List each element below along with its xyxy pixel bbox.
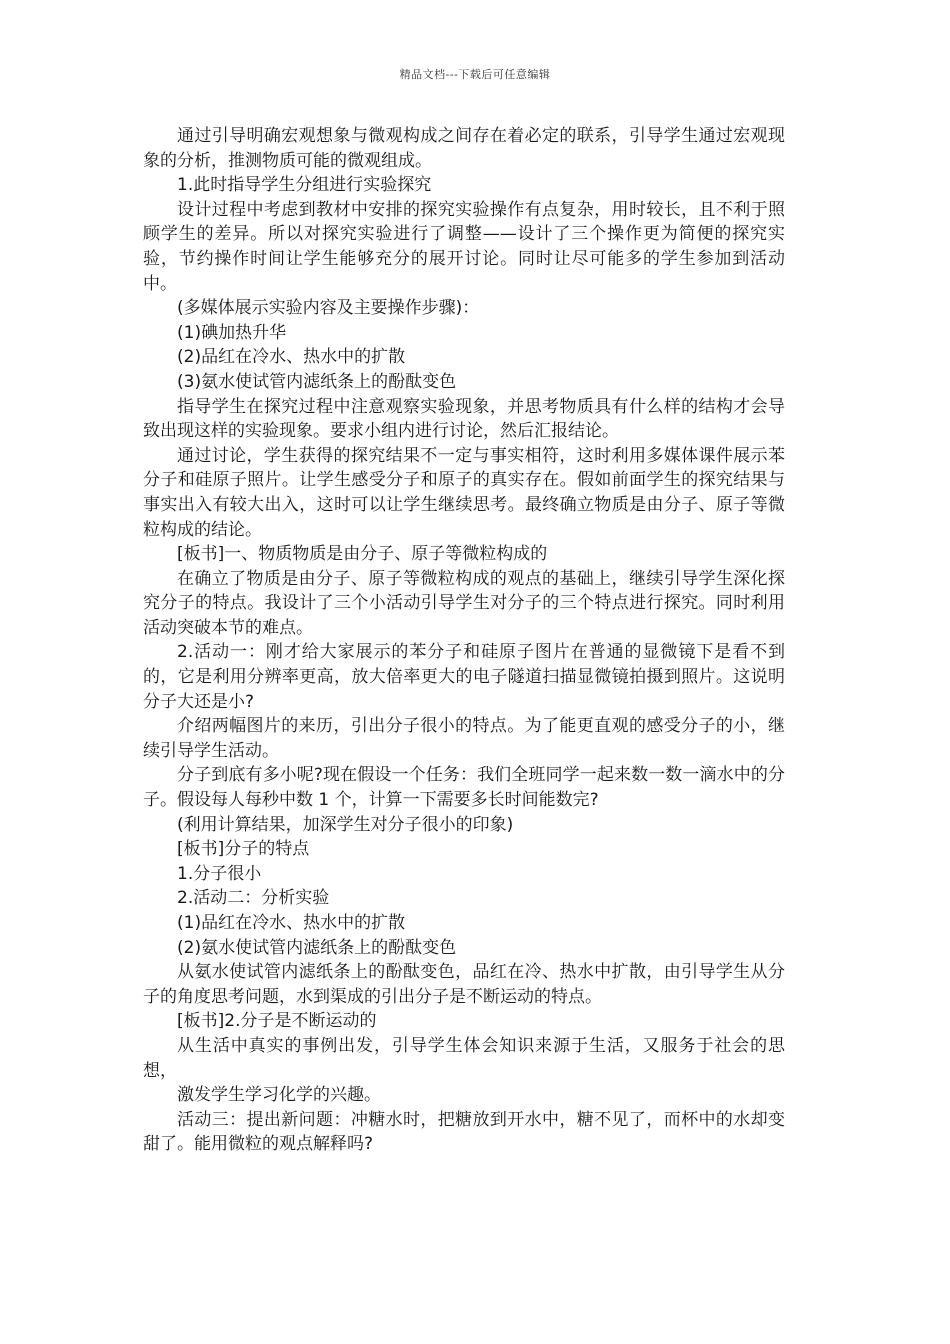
- paragraph: 活动三：提出新问题：冲糖水时，把糖放到开水中，糖不见了，而杯中的水却变甜了。能用微粒的观点解释吗?: [143, 1109, 785, 1155]
- blackboard-note: [板书]2.分子是不断运动的: [177, 1011, 377, 1032]
- paragraph: 1.分子很小: [177, 863, 262, 884]
- paragraph: 从生活中真实的事例出发，引导学生体会知识来源于生活，又服务于社会的思想，: [143, 1035, 785, 1081]
- paragraph: 从氨水使试管内滤纸条上的酚酞变色，品红在冷、热水中扩散，由引导学生从分子的角度思考问题，水到渠成的引出分子是不断运动的特点。: [143, 962, 785, 1007]
- paragraph: 分子到底有多小呢?现在假设一个任务：我们全班同学一起来数一数一滴水中的分子。假设每人每秒中数 1 个，计算一下需要多长时间能数完?: [143, 765, 785, 811]
- paragraph: (2)氨水使试管内滤纸条上的酚酞变色: [177, 937, 457, 958]
- paragraph: (1)品红在冷水、热水中的扩散: [177, 913, 406, 933]
- paragraph: 通过讨论，学生获得的探究结果不一定与事实相符，这时利用多媒体课件展示苯分子和硅原子照片。让学生感受分子和原子的真实存在。假如前面学生的探究结果与事实出入有较大出入，这时可以让学生继续思考。最终确立物质是由分子、原子等微粒构成的结论。: [143, 445, 785, 540]
- paragraph: (3)氨水使试管内滤纸条上的酚酞变色: [177, 371, 457, 392]
- paragraph: (多媒体展示实验内容及主要操作步骤)：: [177, 298, 480, 319]
- paragraph: (1)碘加热升华: [177, 322, 287, 343]
- paragraph: 1.此时指导学生分组进行实验探究: [177, 175, 432, 196]
- blackboard-note: [板书]一、物质物质是由分子、原子等微粒构成的: [177, 544, 548, 565]
- paragraph: 指导学生在探究过程中注意观察实验现象，并思考物质具有什么样的结构才会导致出现这样的实验现象。要求小组内进行讨论，然后汇报结论。: [143, 396, 785, 442]
- paragraph: (利用计算结果，加深学生对分子很小的印象): [177, 814, 514, 835]
- paragraph: 在确立了物质是由分子、原子等微粒构成的观点的基础上，继续引导学生深化探究分子的特点。我设计了三个小活动引导学生对分子的三个特点进行探究。同时利用活动突破本节的难点。: [143, 568, 785, 638]
- paragraph: 介绍两幅图片的来历，引出分子很小的特点。为了能更直观的感受分子的小，继续引导学生活动。: [143, 716, 785, 761]
- paragraph: 设计过程中考虑到教材中安排的探究实验操作有点复杂，用时较长，且不利于照顾学生的差异。所以对探究实验进行了调整——设计了三个操作更为简便的探究实验，节约操作时间让学生能够充分的展开讨论。同时让尽可能多的学生参加到活动中。: [143, 199, 785, 294]
- paragraph: 激发学生学习化学的兴趣。: [177, 1085, 381, 1106]
- paragraph: 通过引导明确宏观想象与微观构成之间存在着必定的联系，引导学生通过宏观现象的分析，推测物质可能的微观组成。: [143, 126, 785, 171]
- blackboard-note: [板书]分子的特点: [177, 839, 310, 860]
- paragraph: (2)品红在冷水、热水中的扩散: [177, 347, 406, 368]
- paragraph: 2.活动二：分析实验: [177, 888, 330, 909]
- document-body: [143, 124, 785, 1157]
- page-header: 精品文档---下载后可任意编辑: [399, 68, 551, 81]
- paragraph: 2.活动一：刚才给大家展示的苯分子和硅原子图片在普通的显微镜下是看不到的，它是利用分辨率更高，放大倍率更大的电子隧道扫描显微镜拍摄到照片。这说明分子大还是小?: [143, 642, 785, 712]
